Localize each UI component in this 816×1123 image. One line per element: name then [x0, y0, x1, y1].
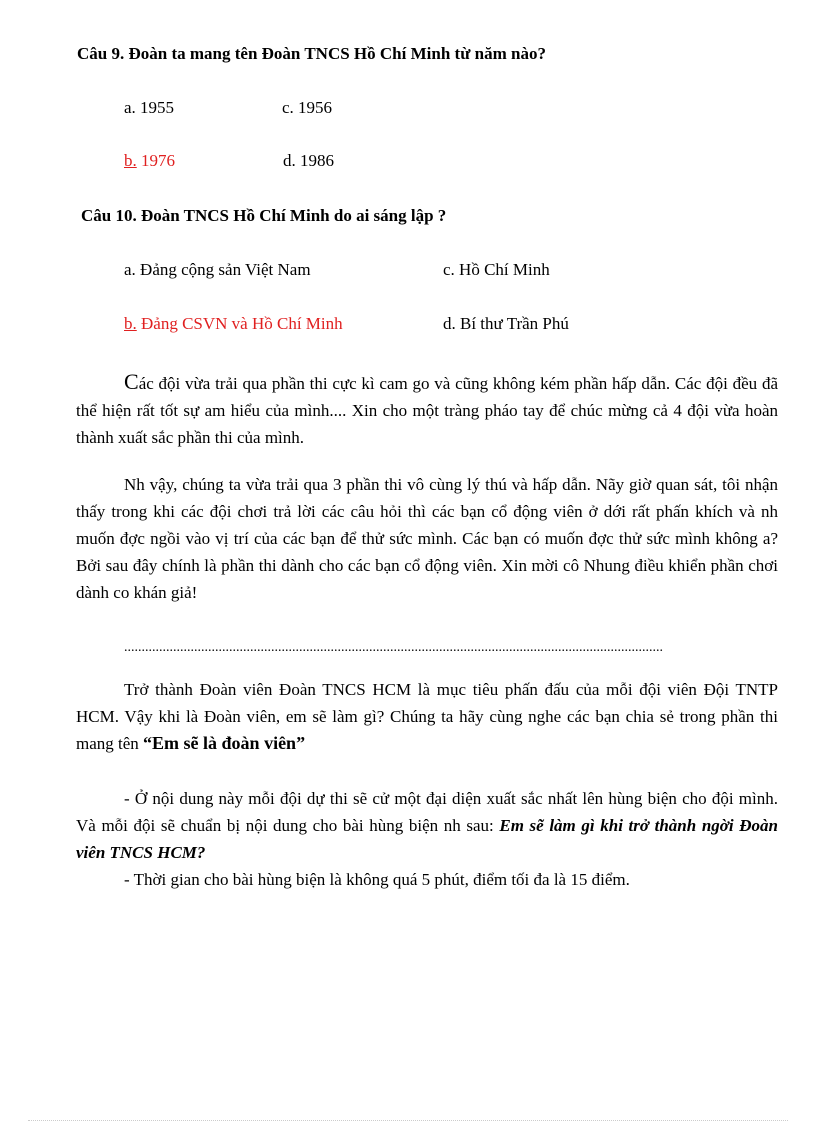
paragraph-rules-text: - Ở nội dung này mỗi đội dự thi sẽ cử một đại diện xuất sắc nhất lên hùng biện cho đội mình. Và mỗi đội sẽ chuẩn bị nội dung cho bài hùng biện nh sau: [76, 789, 778, 835]
question-9-label: Câu 9. [77, 44, 125, 63]
question-9 [77, 44, 546, 64]
q10-option-b-letter: b. [124, 314, 137, 333]
q9-option-b-text: 1976 [136, 151, 175, 170]
q10-option-a: a. Đảng cộng sản Việt Nam [124, 260, 311, 279]
drop-letter: C [124, 369, 139, 394]
q9-option-b-letter: b. [124, 151, 137, 170]
q9-option-c: c. 1956 [282, 98, 333, 117]
paragraph-summary [76, 368, 778, 451]
dotted-divider: .......................................................................................................................................................... [124, 640, 663, 655]
q9-option-b-correct [124, 151, 175, 171]
question-10 [81, 206, 446, 226]
paragraph-intro-round [76, 676, 778, 757]
paragraph-rules [76, 785, 778, 893]
q9-option-d: d. 1986 [283, 151, 334, 170]
paragraph-time-rule: - Thời gian cho bài hùng biện là không quá 5 phút, điểm tối đa là 15 điểm. [124, 870, 630, 889]
question-9-text: Đoàn ta mang tên Đoàn TNCS Hồ Chí Minh từ năm nào? [128, 44, 546, 63]
q9-option-a: a. 1955 [124, 98, 175, 117]
round-title: “Em sẽ là đoàn viên” [143, 733, 306, 753]
paragraph-transition-text: Nh vậy, chúng ta vừa trải qua 3 phần thi vô cùng lý thú và hấp dẫn. Nãy giờ quan sát, tôi nhận thấy trong khi các đội chơi trả lời các câu hỏi thì các bạn cổ động viên ở dới rất phấn khích và nh muốn đợc ngồi vào vị trí của các bạn để thử sức mình. Các bạn có muốn đợc thử sức mình không a? Bởi sau đây chính là phần thi dành cho các bạn cổ động viên. Xin mời cô Nhung điều khiển phần chơi dành co khán giả! [76, 475, 778, 602]
q10-option-b-text: Đảng CSVN và Hồ Chí Minh [136, 314, 343, 333]
paragraph-intro-text: Trở thành Đoàn viên Đoàn TNCS HCM là mục tiêu phấn đấu của mỗi đội viên Đội TNTP HCM. Vậy khi là Đoàn viên, em sẽ làm gì? Chúng ta hãy cùng nghe các bạn chia sẻ trong phần thi mang tên [76, 680, 778, 753]
page-edge [28, 1120, 788, 1121]
paragraph-transition [76, 471, 778, 606]
question-10-label: Câu 10. [81, 206, 137, 225]
paragraph-summary-text: ác đội vừa trải qua phần thi cực kì cam go và cũng không kém phần hấp dẫn. Các đội đều đã thể hiện rất tốt sự am hiểu của mình.... Xin cho một tràng pháo tay để chúc mừng cả 4 đội vừa hoàn thành xuất sắc phần thi của mình. [76, 374, 778, 447]
question-10-text: Đoàn TNCS Hồ Chí Minh do ai sáng lập ? [140, 206, 447, 225]
q10-option-b-correct [124, 314, 343, 334]
q10-option-c: c. Hồ Chí Minh [443, 260, 550, 279]
speech-topic: Em sẽ làm gì khi trở thành ngời Đoàn viên TNCS HCM? [76, 816, 778, 862]
q10-option-d: d. Bí thư Trần Phú [443, 314, 569, 333]
